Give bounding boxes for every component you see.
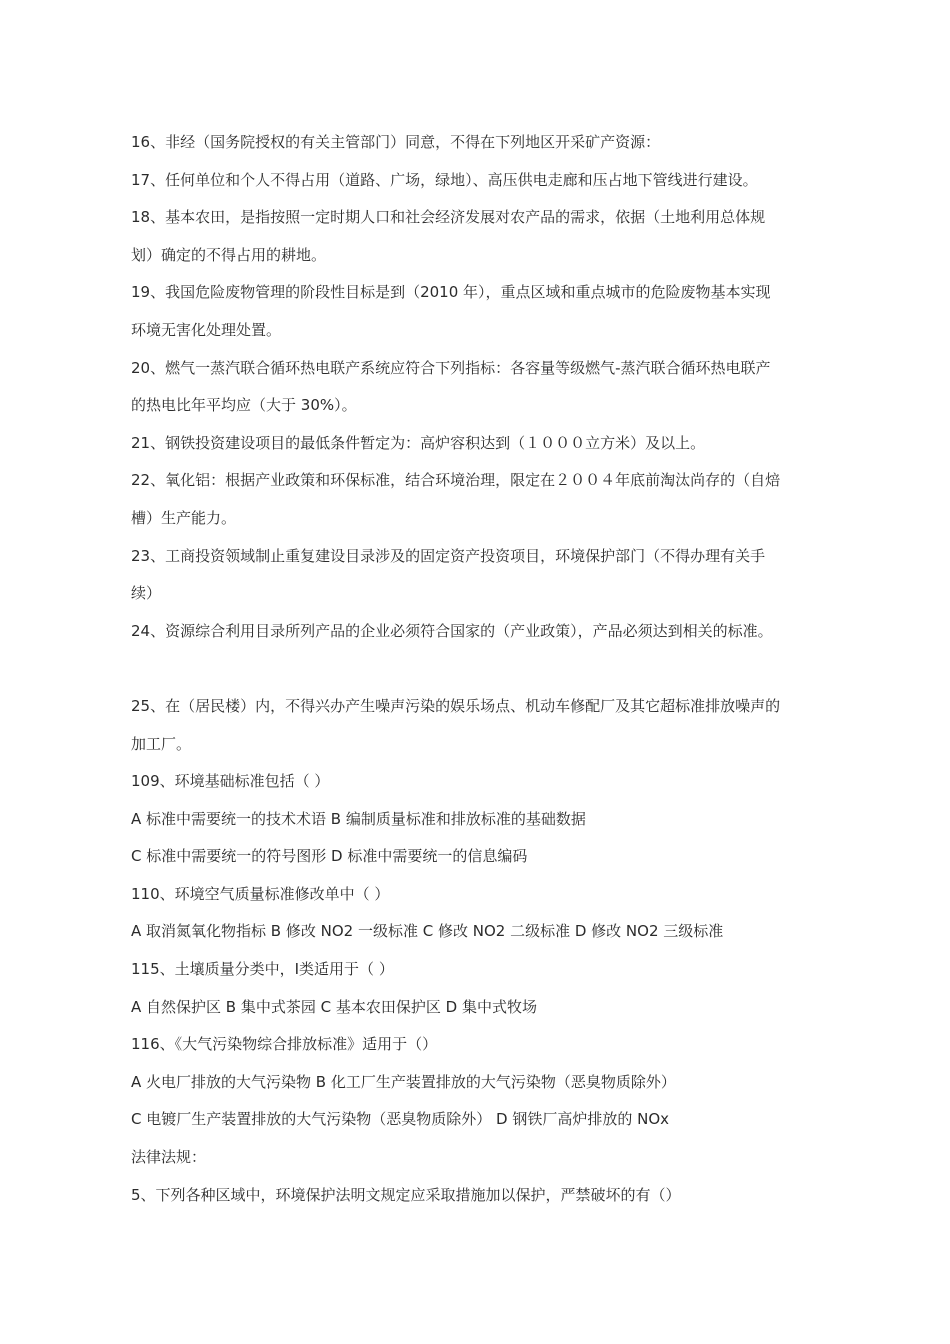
text-line: 划）确定的不得占用的耕地。 — [131, 245, 327, 264]
question-line: 115、土壤质量分类中，Ⅰ类适用于（ ） — [131, 960, 394, 979]
text-line: 的热电比年平均应（大于 30%）。 — [131, 396, 357, 415]
text-line: 20、燃气一蒸汽联合循环热电联产系统应符合下列指标：各容量等级燃气-蒸汽联合循环热电联产 — [131, 358, 771, 377]
question-line: 116、《大气污染物综合排放标准》适用于（） — [131, 1035, 438, 1054]
text-line: 17、任何单位和个人不得占用（道路、广场，绿地）、高压供电走廊和压占地下管线进行建设。 — [131, 170, 758, 189]
section-heading: 法律法规： — [131, 1148, 207, 1167]
text-line: 16、非经（国务院授权的有关主管部门）同意，不得在下列地区开采矿产资源： — [131, 133, 661, 151]
text-line: 22、氧化铝：根据产业政策和环保标准，结合环境治理，限定在２００４年底前淘汰尚存的（自焙 — [131, 471, 781, 490]
options-line: A 火电厂排放的大气污染物 B 化工厂生产装置排放的大气污染物（恶臭物质除外） — [131, 1072, 676, 1091]
text-line: 18、基本农田，是指按照一定时期人口和社会经济发展对农产品的需求，依据（土地利用总体规 — [131, 208, 766, 227]
question-line: 110、环境空气质量标准修改单中（ ） — [131, 884, 390, 903]
text-line: 25、在（居民楼）内，不得兴办产生噪声污染的娱乐场点、机动车修配厂及其它超标准排放噪声的 — [131, 696, 781, 715]
text-line: 21、钢铁投资建设项目的最低条件暂定为：高炉容积达到（１０００立方米）及以上。 — [131, 433, 706, 452]
text-line: 23、工商投资领域制止重复建设目录涉及的固定资产投资项目，环境保护部门（不得办理有关手 — [131, 546, 766, 565]
text-line: 槽）生产能力。 — [131, 508, 237, 527]
options-line: C 电镀厂生产装置排放的大气污染物（恶臭物质除外） D 钢铁厂高炉排放的 NOx — [131, 1110, 670, 1129]
blank-line — [131, 650, 861, 688]
options-line: A 标准中需要统一的技术术语 B 编制质量标准和排放标准的基础数据 — [131, 809, 586, 828]
text-line: 环境无害化处理处置。 — [131, 320, 282, 339]
text-line: 加工厂。 — [131, 734, 192, 753]
options-line: A 自然保护区 B 集中式茶园 C 基本农田保护区 D 集中式牧场 — [131, 997, 537, 1016]
document-body — [131, 124, 861, 1214]
options-line: C 标准中需要统一的符号图形 D 标准中需要统一的信息编码 — [131, 847, 528, 866]
text-line: 19、我国危险废物管理的阶段性目标是到（2010 年），重点区域和重点城市的危险废物基本实现 — [131, 283, 771, 302]
text-line: 24、资源综合利用目录所列产品的企业必须符合国家的（产业政策），产品必须达到相关的标准。 — [131, 621, 773, 640]
question-line: 5、下列各种区域中，环境保护法明文规定应采取措施加以保护，严禁破坏的有（） — [131, 1185, 681, 1204]
options-line: A 取消氮氧化物指标 B 修改 NO2 一级标准 C 修改 NO2 二级标准 D 修改 NO2 三级标准 — [131, 922, 724, 941]
text-line: 续） — [131, 584, 162, 603]
question-line: 109、环境基础标准包括（ ） — [131, 772, 330, 791]
